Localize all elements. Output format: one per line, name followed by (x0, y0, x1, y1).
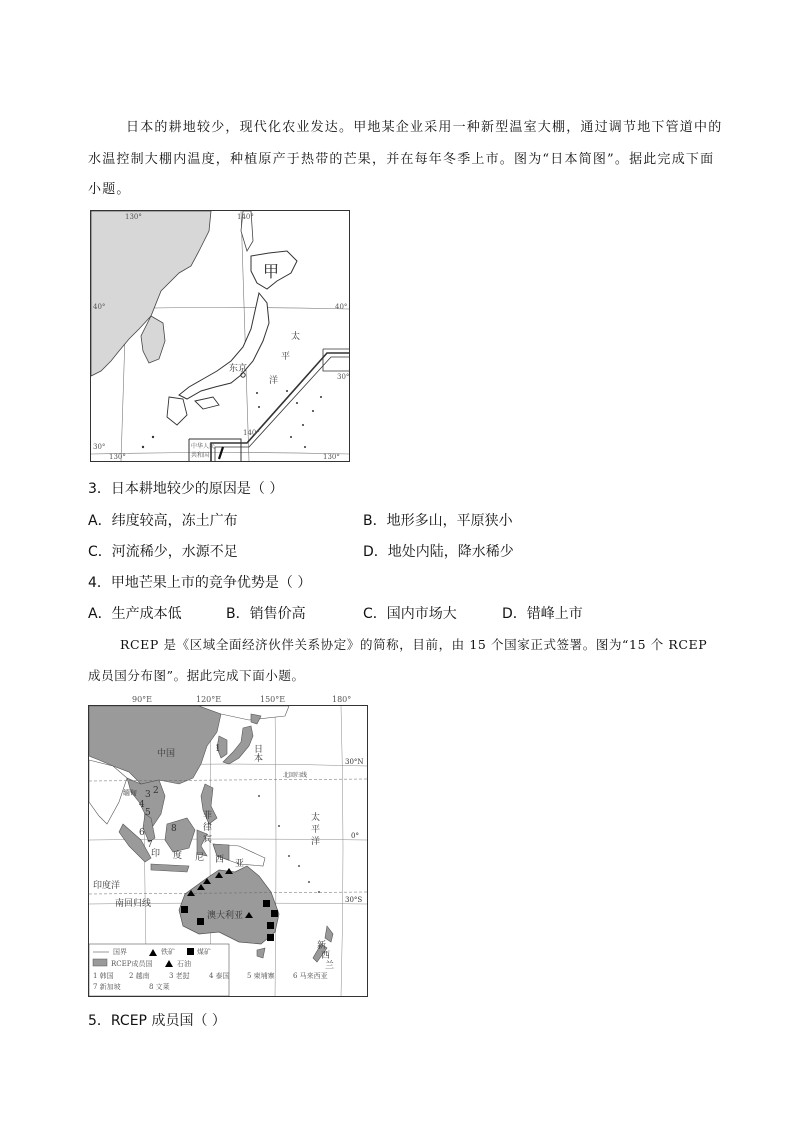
rcep-label-indonesia-1: 印 (151, 849, 161, 859)
q3-option-a[interactable]: A．纬度较高，冻土广布 (88, 513, 238, 529)
rcep-map-frame (88, 693, 370, 998)
rcep-label-nz-3: 兰 (325, 961, 335, 971)
legend-member-label: RCEP成员国 (111, 960, 153, 968)
q4-option-c[interactable]: C．国内市场大 (363, 606, 457, 622)
legend-key-7: 7 新加坡 (93, 983, 121, 991)
legend-border-label: 国界 (113, 948, 127, 956)
rcep-label-australia: 澳大利亚 (207, 911, 244, 921)
japan-lat-30-right: 30° (337, 373, 350, 381)
japan-label-pacific-1: 太 (291, 332, 301, 342)
rcep-label-pacific-3: 洋 (311, 837, 321, 847)
rcep-lon-150: 150°E (260, 695, 286, 704)
legend-key-4: 4 泰国 (209, 972, 230, 980)
legend-coal-label: 煤矿 (197, 948, 211, 956)
legend-key-6: 6 马来西亚 (293, 972, 328, 980)
rcep-lat-0: 0° (351, 832, 359, 840)
rcep-label-nz-2: 西 (321, 951, 331, 961)
japan-lat-30-left: 30° (93, 443, 106, 451)
rcep-num-4: 4 (139, 800, 145, 810)
japan-map-drawing (91, 211, 349, 461)
legend-key-5: 5 柬埔寨 (247, 972, 275, 980)
rcep-label-pacific-1: 太 (311, 813, 321, 823)
japan-lon-140-bottom: 140° (243, 429, 260, 437)
japan-label-jia: 甲 (263, 262, 280, 281)
rcep-label-indonesia-2: 度 (173, 851, 183, 861)
question-5-stem: 5．RCEP 成员国（ ） (88, 1013, 226, 1029)
legend-key-3: 3 老挝 (169, 972, 190, 980)
q3-option-c[interactable]: C．河流稀少，水源不足 (88, 544, 238, 560)
rcep-label-indonesia-3: 尼 (195, 853, 205, 863)
japan-lat-40-right: 40° (335, 303, 348, 311)
rcep-label-philippines-3: 宾 (203, 835, 213, 845)
japan-lon-130-top: 130° (125, 213, 142, 221)
passage-2-line-2: 成员国分布图”。据此完成下面小题。 (88, 668, 305, 683)
rcep-num-7: 7 (147, 840, 153, 850)
passage-1-line-2: 水温控制大棚内温度，种植原产于热带的芒果，并在每年冬季上市。图为“日本简图”。据此完成下面 (88, 152, 715, 167)
rcep-num-1: 1 (215, 744, 221, 754)
q4-option-d[interactable]: D．错峰上市 (502, 606, 583, 622)
q3-option-d[interactable]: D．地处内陆，降水稀少 (363, 544, 514, 560)
rcep-label-japan: 日本 (252, 744, 262, 762)
rcep-map (88, 705, 368, 997)
rcep-label-philippines-2: 律 (203, 823, 213, 833)
japan-inset-label-2: 共和国 (191, 452, 210, 459)
japan-lon-140-top: 140° (237, 213, 254, 221)
rcep-label-indian-ocean: 印度洋 (93, 881, 121, 891)
rcep-num-3: 3 (145, 790, 151, 800)
rcep-label-nz-1: 新 (317, 941, 327, 951)
rcep-lat-30s: 30°S (345, 896, 363, 904)
question-4-stem: 4．甲地芒果上市的竞争优势是（ ） (88, 575, 312, 591)
japan-lon-130-bottom: 130° (109, 453, 126, 461)
rcep-lon-180: 180° (332, 695, 352, 704)
japan-label-pacific-3: 洋 (269, 376, 279, 386)
question-3-stem: 3．日本耕地较少的原因是（ ） (88, 481, 284, 497)
rcep-label-philippines-1: 菲 (203, 811, 213, 821)
japan-label-tokyo: 东京 (229, 364, 248, 374)
rcep-label-tropic-capricorn: 南回归线 (115, 899, 152, 909)
rcep-lat-30n: 30°N (345, 758, 364, 766)
rcep-label-pacific-2: 平 (311, 825, 321, 835)
rcep-num-8: 8 (171, 824, 177, 834)
legend-key-1: 1 韩国 (93, 972, 114, 980)
q4-option-b[interactable]: B．销售价高 (226, 606, 306, 622)
legend-key-2: 2 越南 (129, 972, 150, 980)
japan-lat-40-left: 40° (93, 303, 106, 311)
rcep-lon-90: 90°E (132, 695, 153, 704)
rcep-num-5: 5 (145, 808, 151, 818)
rcep-label-myanmar: 缅甸 (123, 789, 137, 797)
rcep-lon-120: 120°E (196, 695, 222, 704)
legend-key-8: 8 文莱 (149, 983, 170, 991)
rcep-label-china: 中国 (157, 749, 176, 759)
passage-1-line-1: 日本的耕地较少，现代化农业发达。甲地某企业采用一种新型温室大棚，通过调节地下管道中的 (126, 120, 723, 135)
rcep-label-indonesia-5: 亚 (235, 859, 245, 869)
passage-2-line-1: RCEP 是《区域全面经济伙伴关系协定》的简称，目前，由 15 个国家正式签署。图为“15 个 RCEP (120, 637, 708, 652)
japan-label-pacific-2: 平 (281, 352, 291, 362)
legend-oil-label: 石油 (177, 960, 191, 968)
japan-inset-label-1: 中华人民 (191, 443, 216, 450)
q4-option-a[interactable]: A．生产成本低 (88, 606, 182, 622)
q3-option-b[interactable]: B．地形多山，平原狭小 (363, 513, 513, 529)
rcep-label-indonesia-4: 西 (215, 855, 225, 865)
rcep-num-6: 6 (139, 828, 145, 838)
japan-lon-130-bottom-right: 130° (323, 453, 340, 461)
rcep-num-2: 2 (153, 786, 159, 796)
japan-map (90, 210, 350, 462)
passage-1-line-3: 小题。 (88, 182, 131, 197)
rcep-label-tropic-cancer: 北回归线 (283, 772, 308, 779)
legend-iron-label: 铁矿 (161, 948, 175, 956)
